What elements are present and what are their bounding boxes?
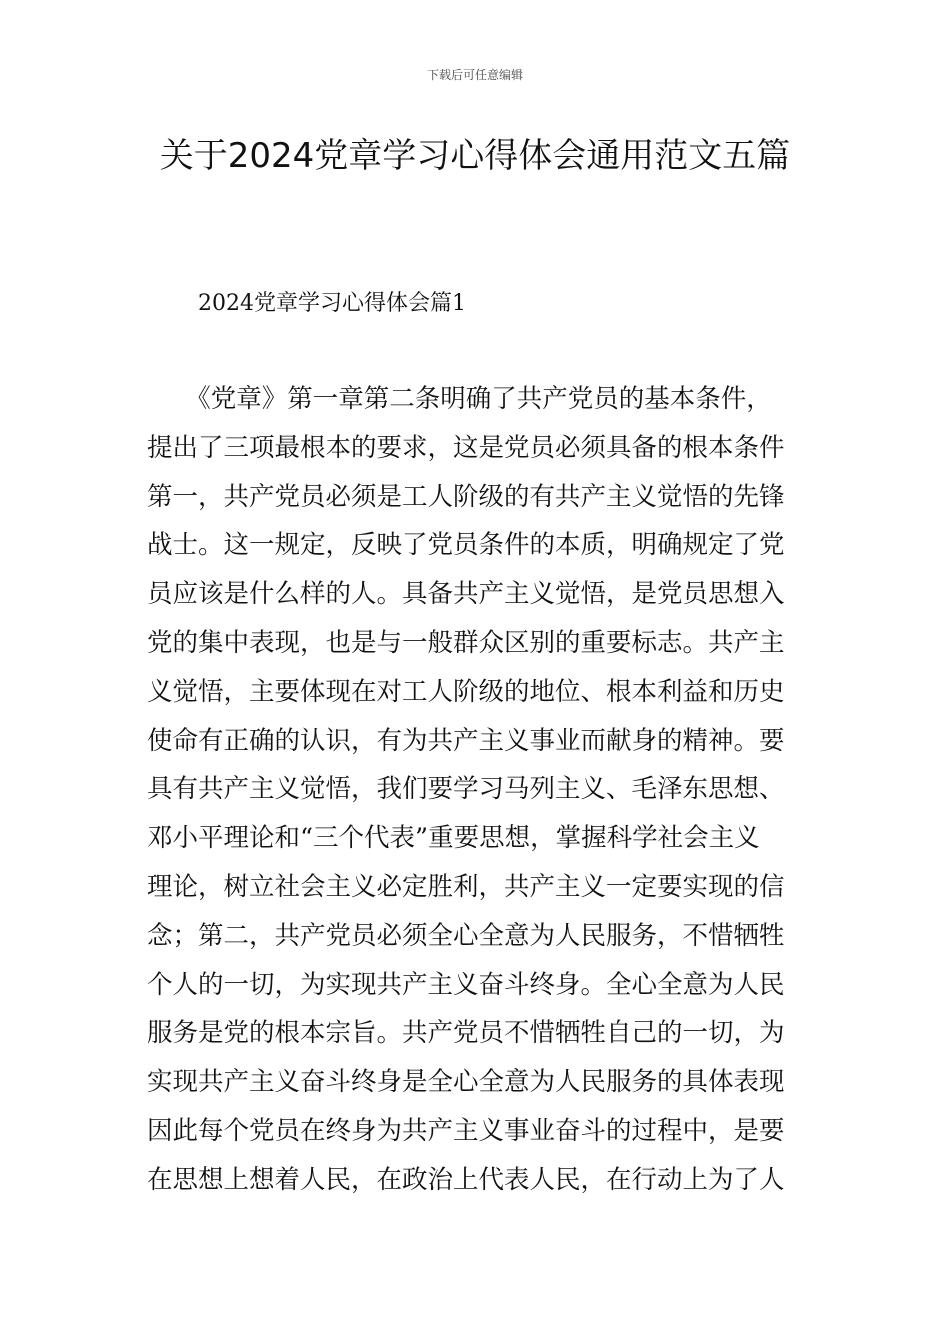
body-line: 念；第二，共产党员必须全心全意为人民服务，不惜牺牲 (147, 920, 785, 951)
document-title: 关于2024党章学习心得体会通用范文五篇 (159, 136, 791, 176)
body-line: 服务是党的根本宗旨。共产党员不惜牺牲自己的一切，为 (147, 1018, 785, 1049)
section-heading: 2024党章学习心得体会篇1 (198, 291, 466, 316)
body-line: 《党章》第一章第二条明确了共产党员的基本条件， (147, 384, 772, 414)
body-line: 实现共产主义奋斗终身是全心全意为人民服务的具体表现 (147, 1067, 785, 1098)
body-line: 战士。这一规定，反映了党员条件的本质，明确规定了党 (147, 530, 785, 561)
body-paragraph (147, 375, 807, 1205)
body-line: 使命有正确的认识，有为共产主义事业而献身的精神。要 (147, 725, 785, 756)
body-line: 党的集中表现，也是与一般群众区别的重要标志。共产主 (147, 627, 785, 658)
body-line: 义觉悟，主要体现在对工人阶级的地位、根本利益和历史 (147, 676, 785, 707)
body-line: 员应该是什么样的人。具备共产主义觉悟，是党员思想入 (147, 579, 785, 610)
header-note: 下载后可任意编辑 (426, 68, 523, 82)
body-line: 在思想上想着人民，在政治上代表人民，在行动上为了人 (147, 1164, 785, 1195)
body-line: 因此每个党员在终身为共产主义事业奋斗的过程中，是要 (147, 1115, 785, 1146)
body-line: 理论，树立社会主义必定胜利，共产主义一定要实现的信 (147, 871, 785, 902)
body-line: 个人的一切，为实现共产主义奋斗终身。全心全意为人民 (147, 969, 785, 1000)
body-line: 提出了三项最根本的要求，这是党员必须具备的根本条件 (147, 432, 785, 463)
body-line: 第一，共产党员必须是工人阶级的有共产主义觉悟的先锋 (147, 481, 785, 512)
body-line: 具有共产主义觉悟，我们要学习马列主义、毛泽东思想、 (147, 774, 785, 805)
body-line: 邓小平理论和“三个代表”重要思想，掌握科学社会主义 (147, 823, 760, 854)
